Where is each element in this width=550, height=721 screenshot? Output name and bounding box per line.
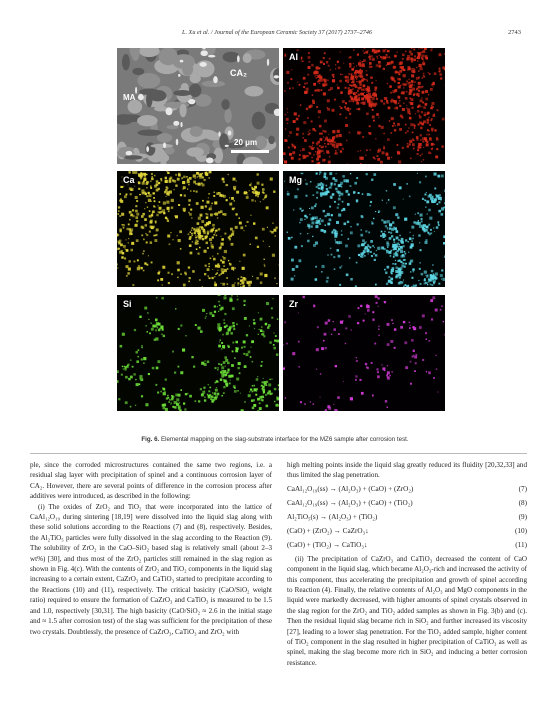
equation-7	[287, 484, 527, 495]
map-si	[117, 295, 279, 411]
eq-number: (8)	[518, 498, 527, 507]
eq-expr: (CaO) + (ZrO₂) → CaZrO₃↓	[287, 526, 369, 535]
eq-expr: CaAl₁₂O₁₉(ss) → (Al₂O₃) + (CaO) + (ZrO₂)	[287, 484, 414, 493]
si-map-image	[117, 295, 279, 411]
eq-number: (10)	[515, 526, 527, 535]
label-mg: Mg	[286, 174, 305, 186]
zr-map-image	[283, 295, 445, 411]
label-al: Al	[286, 51, 301, 63]
equation-8	[287, 498, 527, 509]
label-ca: Ca	[120, 174, 138, 186]
caption-label: Fig. 6.	[141, 436, 160, 443]
sem-micrograph	[117, 48, 279, 164]
label-si: Si	[120, 298, 135, 310]
right-paragraph-1: high melting points inside the liquid slag greatly reduced its fluidity [20,32,33] and thus limited the slag penetration.	[287, 461, 527, 480]
map-mg	[283, 171, 445, 287]
left-paragraph-2: (i) The oxides of ZrO₂ and TiO₂ that were incorporated into the lattice of CaAl₁₂O₁₉ during sintering [18,19] were dissolved into the liquid slag along with these solid solutions according to the Reactions (7) and (8), respectively. Besides, the Al₂TiO₅ particles were fully dissolved in the slag according to the Reaction (9). The solubility of ZrO₂ in the CaO–SiO₂ based slag is relatively small (about 2–3 wt%) [30], and thus most of the ZrO₂ particles still remained in the slag region as shown in Fig. 4(c). With the contents of ZrO₂ and TiO₂ components in the liquid slag increasing to a certain extent, CaZrO₃ and CaTiO₃ started to precipitate according to the Reactions (10) and (11), respectively. The critical basicity (CaO/SiO₂ weight ratio) required to ensure the formation of CaZrO₃ and CaTiO₃ is measured to be 1.5 and 1.0, respectively [30,31]. The high basicity (CaO/SiO₂ ≈ 2.6 in the initial stage and ≈ 1.5 after corrosion test) of the slag was sufficient for the precipitation of these two crystals. Doubtlessly, the presence of CaZrO₃, CaTiO₃ and ZrO₂ with	[30, 502, 272, 636]
right-paragraph-2: (ii) The precipitation of CaZrO₃ and CaTiO₃ decreased the content of CaO component in the liquid slag, which became Al₂O₃-rich and increased the activity of this component, thus accelerating the precipitation and growth of spinel according to Reaction (4). Finally, the relative contents of Al₂O₃ and MgO components in the liquid were markedly decreased, with higher amounts of spinel crystals observed in the slag region for the ZrO₂ and TiO₂ added samples as shown in Fig. 3(b) and (c). Then the residual liquid slag became rich in SiO₂ and further increased its viscosity [27], leading to a lower slag penetration. For the TiO₂ added sample, higher content of TiO₂ component in the slag resulted in higher precipitation of CaTiO₃ as well as spinel, making the slag become more rich in SiO₂ and inducing a better corrosion resistance.	[287, 554, 527, 667]
eq-expr: Al₂TiO₅(s) → (Al₂O₃) + (TiO₂)	[287, 512, 378, 521]
figure-caption	[0, 436, 550, 443]
equation-9	[287, 512, 527, 523]
annot-ca2: CA₂	[230, 68, 247, 78]
scale-label: 20 μm	[234, 138, 258, 147]
map-ca	[117, 171, 279, 287]
eq-expr: CaAl₁₂O₁₉(ss) → (Al₂O₃) + (CaO) + (TiO₂)	[287, 498, 413, 507]
running-title: L. Xu et al. / Journal of the European Ceramic Society 37 (2017) 2737–2746	[182, 29, 373, 36]
scale-bar	[231, 150, 269, 153]
equation-11	[287, 540, 527, 551]
mg-map-image	[283, 171, 445, 287]
equation-10	[287, 526, 527, 537]
left-column	[30, 460, 272, 637]
al-map-image	[283, 48, 445, 164]
eq-number: (9)	[518, 512, 527, 521]
figure-6	[0, 48, 550, 443]
eq-number: (7)	[518, 484, 527, 493]
map-al	[283, 48, 445, 164]
label-zr: Zr	[286, 298, 301, 310]
annot-ma: MA	[123, 93, 136, 102]
caption-text: Elemental mapping on the slag-substrate interface for the MZ6 sample after corrosion test.	[159, 436, 409, 443]
eq-number: (11)	[515, 540, 527, 549]
left-paragraph-1: ple, since the corroded microstructures contained the same two regions, i.e. a residual slag layer with precipitation of spinel and a continuous corrosion layer of CA₂. However, there are several points of difference in the corrosion process after additives were introduced, as described in the following:	[30, 461, 272, 501]
eq-expr: (CaO) + (TiO₂) → CaTiO₃↓	[287, 540, 368, 549]
map-zr	[283, 295, 445, 411]
right-column	[287, 460, 527, 668]
ca-map-image	[117, 171, 279, 287]
divider	[30, 453, 527, 454]
page-header	[0, 0, 550, 40]
page-number: 2743	[508, 29, 521, 36]
